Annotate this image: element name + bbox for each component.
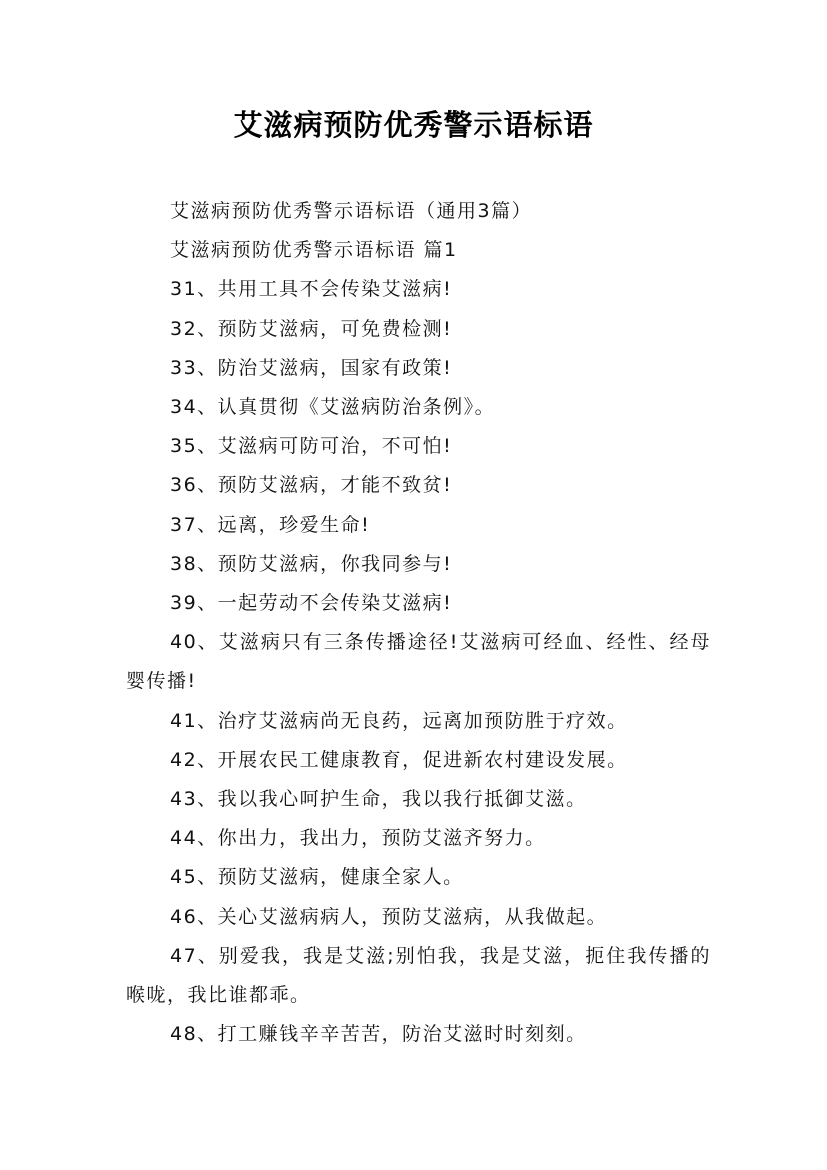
slogan-35: 35、艾滋病可防可治，不可怕! bbox=[170, 435, 453, 458]
slogan-33: 33、防治艾滋病，国家有政策! bbox=[170, 356, 453, 379]
slogan-31: 31、共用工具不会传染艾滋病! bbox=[170, 278, 453, 301]
slogan-48: 48、打工赚钱辛辛苦苦，防治艾滋时时刻刻。 bbox=[170, 1023, 587, 1046]
slogan-44: 44、你出力，我出力，预防艾滋齐努力。 bbox=[170, 827, 546, 850]
slogan-45: 45、预防艾滋病，健康全家人。 bbox=[170, 866, 464, 889]
slogan-40: 40、艾滋病只有三条传播途径!艾滋病可经血、经性、经母婴传播! bbox=[126, 631, 711, 693]
slogan-32: 32、预防艾滋病，可免费检测! bbox=[170, 317, 453, 340]
slogan-47: 47、别爱我，我是艾滋;别怕我，我是艾滋，扼住我传播的喉咙，我比谁都乖。 bbox=[126, 944, 711, 1007]
slogan-42: 42、开展农民工健康教育，促进新农村建设发展。 bbox=[170, 748, 628, 771]
document-title: 艾滋病预防优秀警示语标语 bbox=[233, 108, 594, 142]
paragraph-section-title: 艾滋病预防优秀警示语标语 篇1 bbox=[170, 239, 458, 262]
document-body bbox=[126, 192, 711, 1054]
slogan-41: 41、治疗艾滋病尚无良药，远离加预防胜于疗效。 bbox=[170, 709, 628, 732]
slogan-36: 36、预防艾滋病，才能不致贫! bbox=[170, 474, 453, 497]
slogan-34: 34、认真贯彻《艾滋病防治条例》。 bbox=[170, 396, 496, 419]
slogan-43: 43、我以我心呵护生命，我以我行抵御艾滋。 bbox=[170, 788, 587, 811]
slogan-38: 38、预防艾滋病，你我同参与! bbox=[170, 552, 453, 575]
paragraph-heading: 艾滋病预防优秀警示语标语（通用3篇） bbox=[170, 200, 533, 222]
slogan-39: 39、一起劳动不会传染艾滋病! bbox=[170, 592, 453, 615]
slogan-37: 37、远离，珍爱生命! bbox=[170, 513, 371, 536]
slogan-46: 46、关心艾滋病病人，预防艾滋病，从我做起。 bbox=[170, 905, 608, 928]
